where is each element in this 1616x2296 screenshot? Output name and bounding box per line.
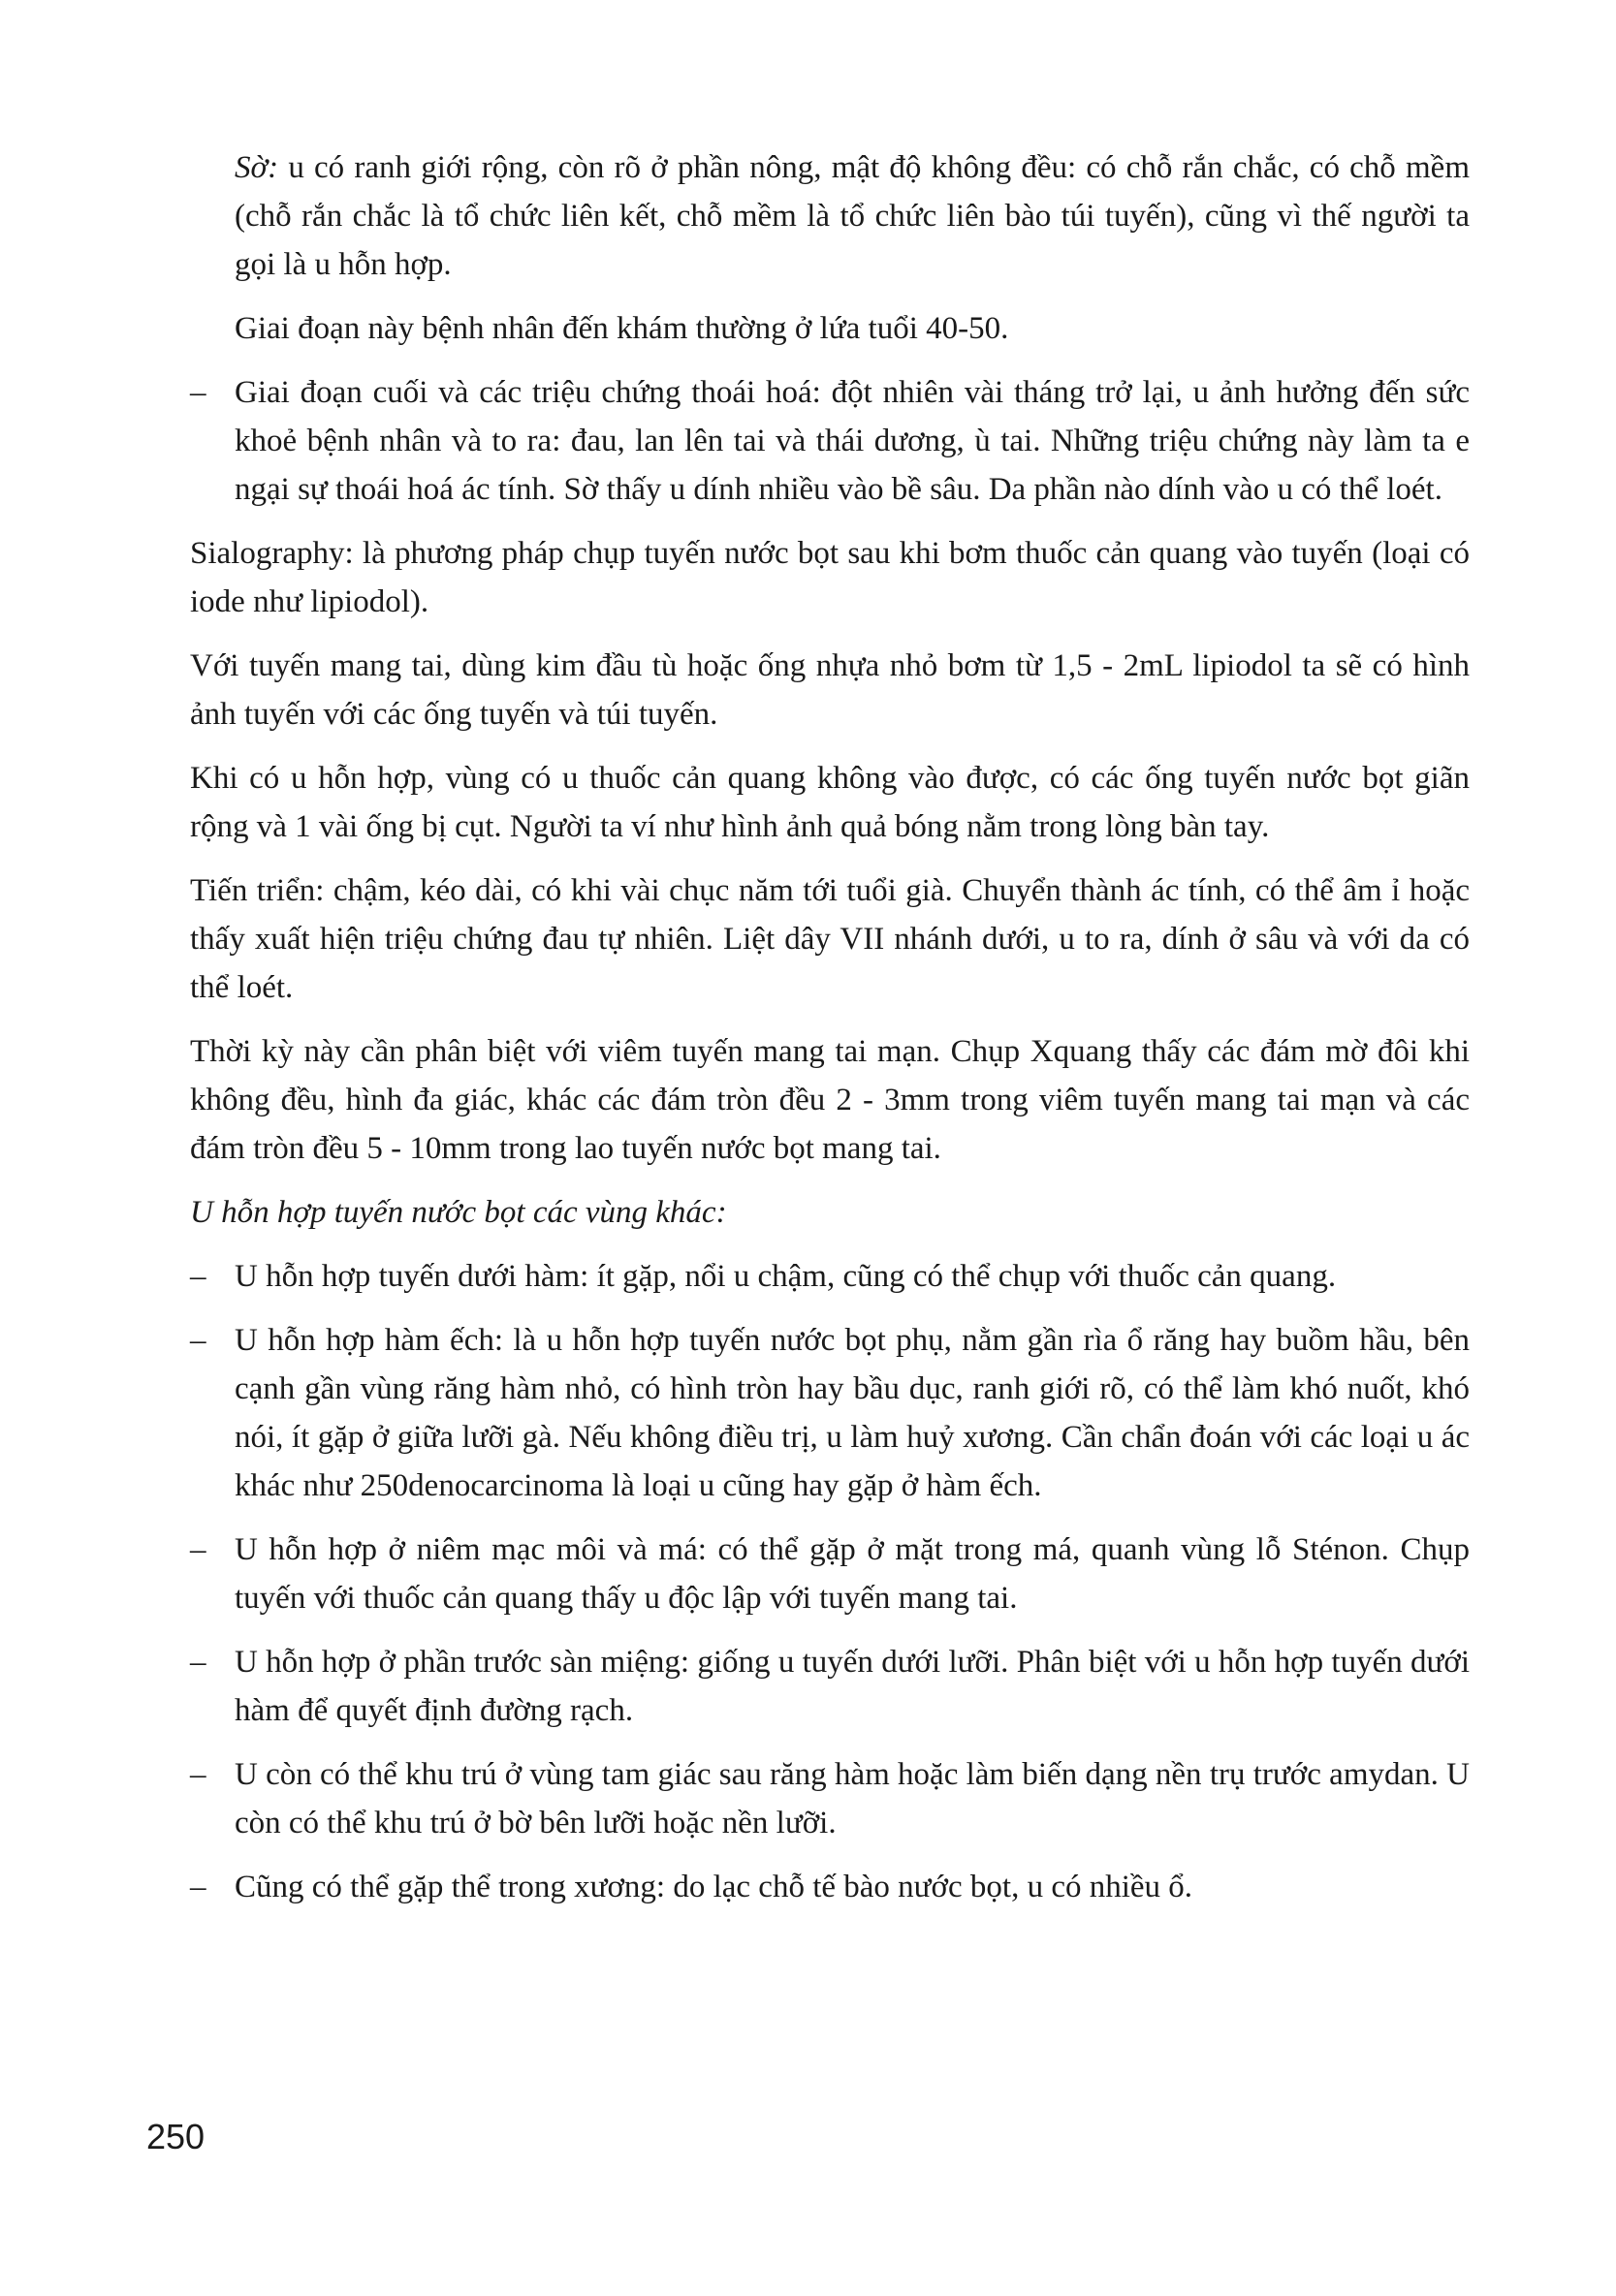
paragraph-age: Giai đoạn này bệnh nhân đến khám thường ở lứa tuổi 40-50. (235, 311, 1009, 346)
dash-marker: – (190, 1870, 206, 1904)
list-item (190, 1252, 1470, 1301)
dash-marker: – (190, 1757, 206, 1792)
dash-marker: – (190, 1645, 206, 1680)
section-heading: U hỗn hợp tuyến nước bọt các vùng khác: (190, 1195, 727, 1230)
dash-marker: – (190, 375, 206, 410)
list-item-text: U hỗn hợp hàm ếch: là u hỗn hợp tuyến nước bọt phụ, nằm gần rìa ổ răng hay buồm hầu, bên cạnh gần vùng răng hàm nhỏ, có hình tròn hay bầu dục, ranh giới rõ, có thể làm khó nuốt, khó nói, ít gặp ở giữa lưỡi gà. Nếu không điều trị, u làm huỷ xương. Cần chẩn đoán với các loại u ác khác như 250denocarcinoma là loại u cũng hay gặp ở hàm ếch. (235, 1323, 1470, 1503)
list-item (190, 1863, 1470, 1911)
list-item-text: U hỗn hợp ở phần trước sàn miệng: giống u tuyến dưới lưỡi. Phân biệt với u hỗn hợp tuyến dưới hàm để quyết định đường rạch. (235, 1645, 1470, 1728)
dash-marker: – (190, 1532, 206, 1567)
paragraph-mixed-tumor: Khi có u hỗn hợp, vùng có u thuốc cản quang không vào được, có các ống tuyến nước bọt giãn rộng và 1 vài ống bị cụt. Người ta ví như hình ảnh quả bóng nằm trong lòng bàn tay. (190, 761, 1470, 844)
lead-label: Sờ: (235, 150, 279, 185)
dash-marker: – (190, 1323, 206, 1358)
list-item-text: Cũng có thể gặp thể trong xương: do lạc chỗ tế bào nước bọt, u có nhiều ổ. (235, 1870, 1193, 1904)
page-body (190, 143, 1470, 1927)
paragraph-differential: Thời kỳ này cần phân biệt với viêm tuyến mang tai mạn. Chụp Xquang thấy các đám mờ đôi khi không đều, hình đa giác, khác các đám tròn đều 2 - 3mm trong viêm tuyến mang tai mạn và các đám tròn đều 5 - 10mm trong lao tuyến nước bọt mang tai. (190, 1034, 1470, 1166)
list-item-text: Giai đoạn cuối và các triệu chứng thoái hoá: đột nhiên vài tháng trở lại, u ảnh hưởng đến sức khoẻ bệnh nhân và to ra: đau, lan lên tai và thái dương, ù tai. Những triệu chứng này làm ta e ngại sự thoái hoá ác tính. Sờ thấy u dính nhiều vào bề sâu. Da phần nào dính vào u có thể loét. (235, 375, 1470, 507)
list-item (190, 368, 1470, 514)
page-number: 250 (146, 2117, 206, 2156)
paragraph-parotid: Với tuyến mang tai, dùng kim đầu tù hoặc ống nhựa nhỏ bơm từ 1,5 - 2mL lipiodol ta sẽ có hình ảnh tuyến với các ống tuyến và túi tuyến. (190, 648, 1470, 732)
list-item (190, 1525, 1470, 1622)
list-item-text: U còn có thể khu trú ở vùng tam giác sau răng hàm hoặc làm biến dạng nền trụ trước amydan. U còn có thể khu trú ở bờ bên lưỡi hoặc nền lưỡi. (235, 1757, 1470, 1840)
paragraph-progression: Tiến triển: chậm, kéo dài, có khi vài chục năm tới tuổi già. Chuyển thành ác tính, có thể âm ỉ hoặc thấy xuất hiện triệu chứng đau tự nhiên. Liệt dây VII nhánh dưới, u to ra, dính ở sâu và với da có thể loét. (190, 873, 1470, 1005)
list-item (190, 1316, 1470, 1510)
paragraph-text: u có ranh giới rộng, còn rõ ở phần nông, mật độ không đều: có chỗ rắn chắc, có chỗ mềm (chỗ rắn chắc là tổ chức liên kết, chỗ mềm là tổ chức liên bào túi tuyến), cũng vì thế người ta gọi là u hỗn hợp. (235, 150, 1470, 282)
list-item-text: U hỗn hợp tuyến dưới hàm: ít gặp, nổi u chậm, cũng có thể chụp với thuốc cản quang. (235, 1259, 1337, 1294)
paragraph-palpation (190, 143, 1470, 289)
list-item (190, 1638, 1470, 1735)
dash-marker: – (190, 1259, 206, 1294)
list-item-text: U hỗn hợp ở niêm mạc môi và má: có thể gặp ở mặt trong má, quanh vùng lỗ Sténon. Chụp tuyến với thuốc cản quang thấy u độc lập với tuyến mang tai. (235, 1532, 1470, 1616)
paragraph-sialography: Sialography: là phương pháp chụp tuyến nước bọt sau khi bơm thuốc cản quang vào tuyến (loại có iode như lipiodol). (190, 536, 1470, 619)
list-item (190, 1750, 1470, 1847)
